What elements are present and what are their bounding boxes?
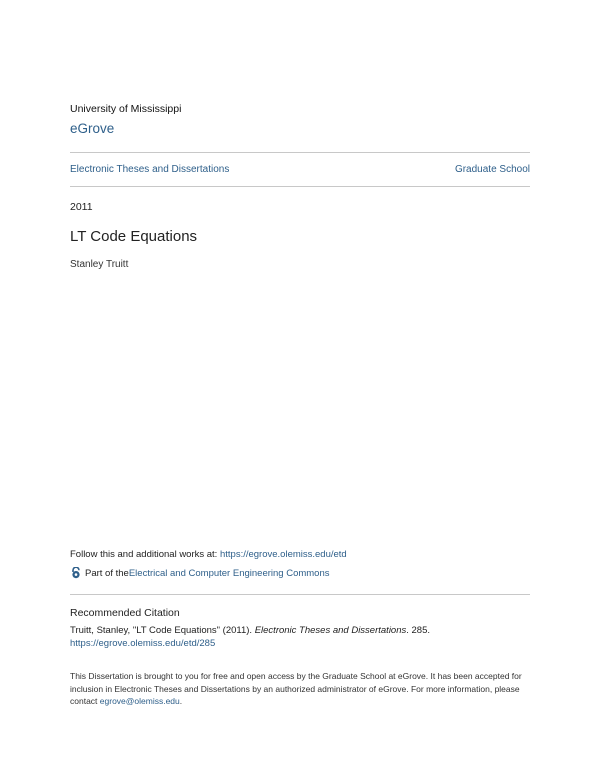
citation-url-link[interactable]: https://egrove.olemiss.edu/etd/285 [70,638,216,649]
contact-email-link[interactable]: egrove@olemiss.edu [99,696,180,706]
divider-top [70,152,530,153]
divider-bottom [70,594,530,595]
follow-line [70,549,347,560]
citation-number: . 285. [406,625,431,636]
paper-title: LT Code Equations [70,228,198,245]
commons-link[interactable]: Electrical and Computer Engineering Commons [128,567,330,579]
school-link[interactable]: Graduate School [454,164,530,175]
access-disclaimer [70,670,530,708]
part-of-line [70,567,330,579]
citation-source: Electronic Theses and Dissertations [254,625,407,636]
open-access-icon [70,567,82,579]
repository-url-link[interactable]: https://egrove.olemiss.edu/etd [219,549,347,560]
series-link[interactable]: Electronic Theses and Dissertations [70,164,230,175]
citation-text: Truitt, Stanley, "LT Code Equations" (2011). [70,625,255,636]
part-of-text: Part of the [85,567,129,579]
disclaimer-text: This Dissertation is brought to you for free and open access by the Graduate School at eGrove. It has been accepted for inclusion in Electronic Theses and Dissertations by an authorized administrator of eGrove. For more information, please contact [70,671,522,706]
divider-middle [70,186,530,187]
author-name: Stanley Truitt [70,259,129,270]
institution-name: University of Mississippi [70,103,182,115]
disclaimer-end: . [179,696,183,706]
follow-text: Follow this and additional works at: [70,549,220,560]
recommended-citation-heading: Recommended Citation [70,607,180,619]
citation-block [70,624,530,650]
repository-link[interactable]: eGrove [70,121,115,136]
publication-year: 2011 [70,201,93,213]
